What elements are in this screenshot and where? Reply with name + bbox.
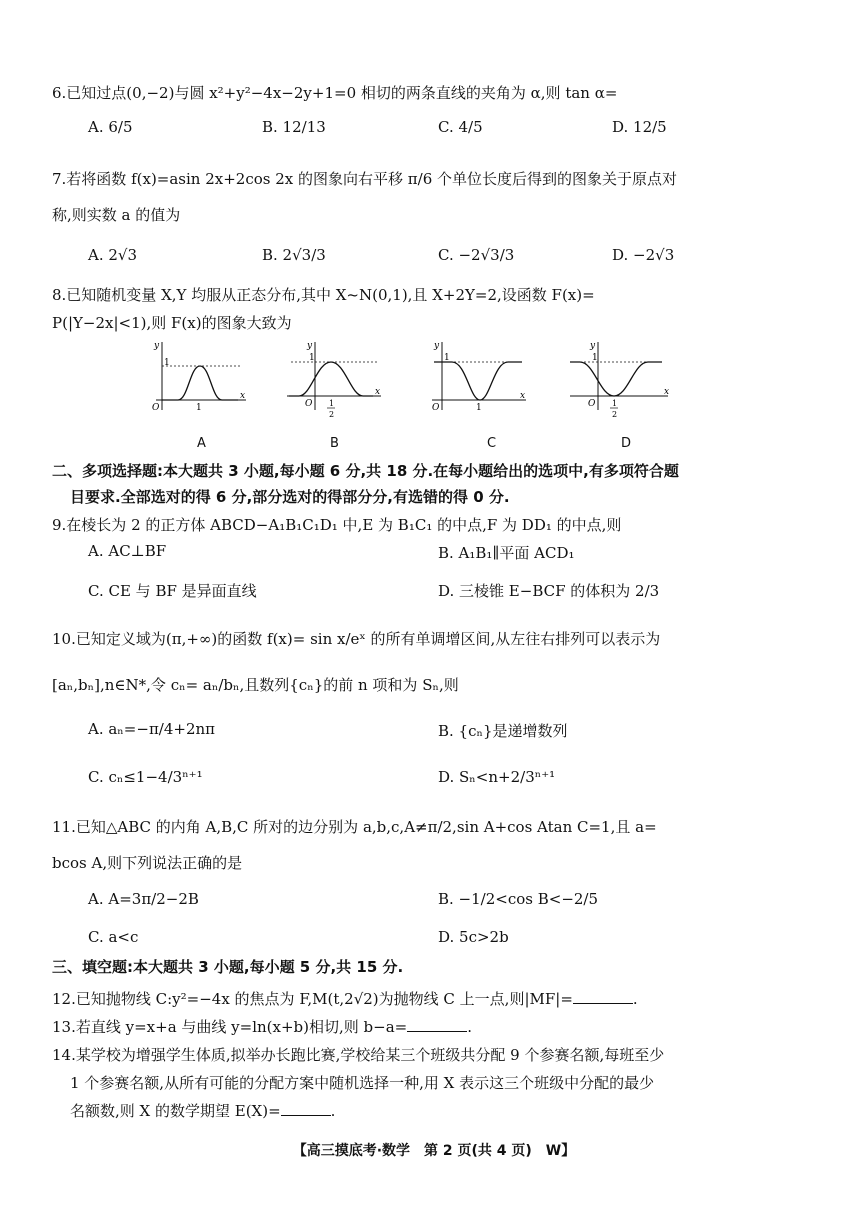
q6-option-d: D. 12/5 <box>612 118 667 136</box>
section2-heading-line1: 二、多项选择题:本大题共 3 小题,每小题 6 分,共 18 分.在每小题给出的选项中,有多项符合题 <box>52 462 679 480</box>
q7-option-d: D. −2√3 <box>612 246 675 264</box>
q12-row <box>52 988 638 1009</box>
q10-stem-line2: [aₙ,bₙ],n∈N*,令 cₙ= aₙ/bₙ,且数列{cₙ}的前 n 项和为 Sₙ,则 <box>52 676 459 694</box>
q13-row <box>52 1016 472 1037</box>
q12-answer-blank[interactable] <box>573 989 633 1004</box>
q8-label-d: D <box>621 436 632 451</box>
q8-a-y-one: 1 <box>164 358 170 368</box>
q14-line3: 名额数,则 X 的数学期望 E(X)= <box>70 1102 281 1120</box>
q8-b-axis-x: x <box>375 387 381 397</box>
q8-b-origin: O <box>305 399 313 409</box>
q9-option-a: A. AC⊥BF <box>88 542 167 560</box>
q12-tail: . <box>632 990 638 1008</box>
q8-d-axis-y: y <box>590 341 596 351</box>
q8-a-axis-x: x <box>240 391 246 401</box>
q8-figure-b <box>285 338 385 428</box>
q8-figure-d <box>568 338 673 428</box>
q14-tail: . <box>330 1102 336 1120</box>
q8-label-a: A <box>197 436 206 451</box>
section2-heading-line2: 目要求.全部选对的得 6 分,部分选对的得部分分,有选错的得 0 分. <box>70 488 510 506</box>
q8-b-half-num: 1 <box>329 399 335 408</box>
q12-stem: 12.已知抛物线 C:y²=−4x 的焦点为 F,M(t,2√2)为抛物线 C 上一点,则|MF|= <box>52 990 573 1008</box>
q9-option-d: D. 三棱锥 E−BCF 的体积为 2/3 <box>438 582 660 600</box>
q11-option-b: B. −1/2<cos B<−2/5 <box>438 890 599 908</box>
q13-stem: 13.若直线 y=x+a 与曲线 y=ln(x+b)相切,则 b−a= <box>52 1018 408 1036</box>
q8-b-y-one: 1 <box>309 353 315 363</box>
q8-stem-line1: 8.已知随机变量 X,Y 均服从正态分布,其中 X~N(0,1),且 X+2Y=2,设函数 F(x)= <box>52 286 595 304</box>
q8-c-axis-y: y <box>434 341 440 351</box>
q8-a-axis-y: y <box>154 341 160 351</box>
q10-option-d: D. Sₙ<n+2/3ⁿ⁺¹ <box>438 768 556 786</box>
q10-option-a: A. aₙ=−π/4+2nπ <box>88 720 216 738</box>
q7-option-c: C. −2√3/3 <box>438 246 515 264</box>
q8-d-axis-x: x <box>664 387 670 397</box>
q11-stem-line2: bcos A,则下列说法正确的是 <box>52 854 243 872</box>
q8-d-half-den: 2 <box>612 410 618 419</box>
q13-tail: . <box>467 1018 473 1036</box>
q14-answer-blank[interactable] <box>281 1101 331 1116</box>
q14-line1: 14.某学校为增强学生体质,拟举办长跑比赛,学校给某三个班级共分配 9 个参赛名额,每班至少 <box>52 1046 665 1064</box>
q11-option-a: A. A=3π/2−2B <box>88 890 199 908</box>
q8-b-axis-y: y <box>307 341 313 351</box>
q8-c-origin: O <box>432 403 440 413</box>
q8-d-origin: O <box>588 399 596 409</box>
q6-option-c: C. 4/5 <box>438 118 483 136</box>
q7-option-b: B. 2√3/3 <box>262 246 326 264</box>
q8-stem-line2: P(|Y−2x|<1),则 F(x)的图象大致为 <box>52 314 292 332</box>
q10-option-b: B. {cₙ}是递增数列 <box>438 722 568 740</box>
q8-label-c: C <box>487 436 497 451</box>
q7-option-a: A. 2√3 <box>88 246 138 264</box>
q8-a-x-one: 1 <box>196 403 202 413</box>
q9-option-c: C. CE 与 BF 是异面直线 <box>88 582 257 600</box>
q11-option-c: C. a<c <box>88 928 139 946</box>
q8-figure-c <box>430 338 530 418</box>
section3-heading: 三、填空题:本大题共 3 小题,每小题 5 分,共 15 分. <box>52 958 404 976</box>
q8-d-half-num: 1 <box>612 399 618 408</box>
q11-stem-line1: 11.已知△ABC 的内角 A,B,C 所对的边分别为 a,b,c,A≠π/2,sin A+cos Atan C=1,且 a= <box>52 818 657 836</box>
q8-a-origin: O <box>152 403 160 413</box>
q8-c-axis-x: x <box>520 391 526 401</box>
q8-d-y-one: 1 <box>592 353 598 363</box>
q10-option-c: C. cₙ≤1−4/3ⁿ⁺¹ <box>88 768 203 786</box>
q7-stem-line1: 7.若将函数 f(x)=asin 2x+2cos 2x 的图象向右平移 π/6 个单位长度后得到的图象关于原点对 <box>52 170 678 188</box>
q9-stem: 9.在棱长为 2 的正方体 ABCD−A₁B₁C₁D₁ 中,E 为 B₁C₁ 的中点,F 为 DD₁ 的中点,则 <box>52 516 622 534</box>
q8-c-x-one: 1 <box>476 403 482 413</box>
q14-line2: 1 个参赛名额,从所有可能的分配方案中随机选择一种,用 X 表示这三个班级中分配的最少 <box>70 1074 655 1092</box>
q8-figure-a <box>150 338 250 418</box>
q11-option-d: D. 5c>2b <box>438 928 509 946</box>
q6-option-a: A. 6/5 <box>88 118 133 136</box>
q13-answer-blank[interactable] <box>407 1017 467 1032</box>
q8-b-half-den: 2 <box>329 410 335 419</box>
page-footer: 【高三摸底考·数学 第 2 页(共 4 页) W】 <box>292 1143 576 1159</box>
q7-stem-line2: 称,则实数 a 的值为 <box>52 206 181 224</box>
q8-c-y-one: 1 <box>444 353 450 363</box>
q6-option-b: B. 12/13 <box>262 118 326 136</box>
q9-option-b: B. A₁B₁∥平面 ACD₁ <box>438 544 575 562</box>
q6-stem: 6.已知过点(0,−2)与圆 x²+y²−4x−2y+1=0 相切的两条直线的夹角为 α,则 tan α= <box>52 84 618 102</box>
q14-row3 <box>70 1100 335 1121</box>
q8-label-b: B <box>330 436 339 451</box>
q10-stem-line1: 10.已知定义域为(π,+∞)的函数 f(x)= sin x/eˣ 的所有单调增区间,从左往右排列可以表示为 <box>52 630 661 648</box>
